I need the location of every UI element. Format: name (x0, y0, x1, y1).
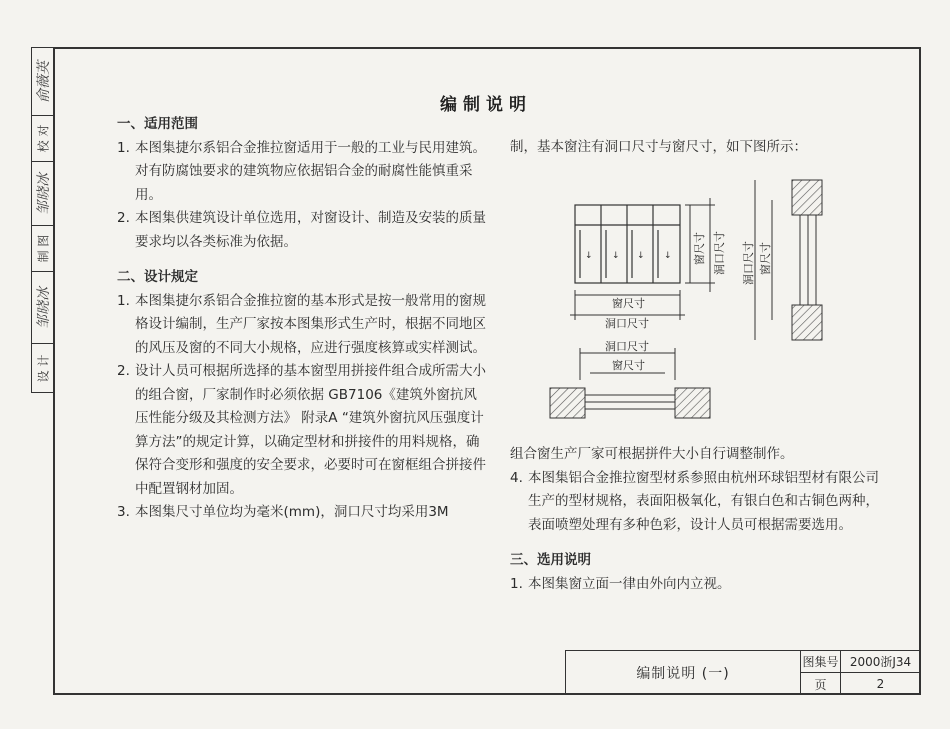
opening-size-label-v: 洞口尺寸 (713, 231, 726, 275)
role-cell (32, 226, 53, 272)
page-title: 编制说明 (440, 95, 532, 115)
opening-size-label-side: 洞口尺寸 (742, 241, 755, 285)
role-label: 设 计 (36, 354, 51, 382)
item-number: 2. (117, 210, 130, 226)
svg-text:↓: ↓ (585, 251, 593, 261)
role-label: 校 对 (36, 124, 51, 153)
role-cell (32, 116, 53, 162)
window-size-label-plan: 窗尺寸 (612, 359, 645, 372)
title-block-grid (801, 651, 920, 695)
section-heading: 二、设计规定 (117, 269, 198, 285)
page-label: 页 (801, 673, 841, 695)
section-heading: 三、选用说明 (510, 552, 591, 568)
title-block (565, 650, 920, 695)
opening-size-label-plan: 洞口尺寸 (605, 340, 649, 353)
atlas-label: 图集号 (801, 651, 841, 673)
list-item (117, 501, 487, 525)
list-item (117, 360, 487, 501)
signature-cell (32, 272, 53, 344)
right-column-top (510, 136, 890, 160)
list-item (117, 137, 487, 208)
window-size-label-side: 窗尺寸 (759, 242, 772, 275)
role-label: 制 图 (36, 234, 51, 263)
window-dimension-diagram (540, 170, 900, 435)
left-column (117, 113, 487, 525)
item-text: 本图集捷尔系铝合金推拉窗适用于一般的工业与民用建筑。对有防腐蚀要求的建筑物应依据铝合金的耐腐性能慎重采用。 (135, 139, 486, 203)
right-column-bottom (510, 443, 890, 596)
page-number: 2 (876, 677, 885, 691)
paragraph: 组合窗生产厂家可根据拼件大小自行调整制作。 (510, 446, 794, 462)
continuation-text: 制，基本窗注有洞口尺寸与窗尺寸，如下图所示： (510, 139, 807, 155)
list-item (117, 290, 487, 361)
item-number: 4. (510, 469, 523, 486)
signature-strip (31, 47, 53, 393)
signature-text: 邹晓冰 (35, 172, 52, 215)
signature-cell (32, 162, 53, 226)
section-heading: 一、适用范围 (117, 116, 198, 132)
list-item (117, 207, 487, 254)
item-text: 本图集窗立面一律由外向内立视。 (528, 575, 731, 592)
item-text: 设计人员可根据所选择的基本窗型用拼接件组合成所需大小的组合窗，厂家制作时必须依据 GB7106《建筑外窗抗风压性能分级及其检测方法》 附录A “建筑外窗抗风压强度计算方法”的规定计算，以确定型材和拼接件的用料规格，确保符合变形和强度的安全要求，必要时可在窗框组合拼接件中配置钢材加固。 (135, 363, 486, 497)
signature-text: 俞薇英 (35, 60, 52, 103)
window-elevation (575, 205, 680, 283)
opening-size-label-h: 洞口尺寸 (605, 317, 649, 330)
item-number: 1. (117, 139, 130, 156)
atlas-number: 2000浙J34 (841, 651, 920, 673)
item-number: 1. (510, 575, 523, 592)
sheet-name: 编制说明 (一) (566, 651, 801, 695)
svg-text:↓: ↓ (664, 251, 672, 261)
window-size-label-h: 窗尺寸 (612, 297, 645, 310)
item-text: 本图集供建筑设计单位选用，对窗设计、制造及安装的质量要求均以各类标准为依据。 (135, 210, 486, 250)
item-text: 本图集捷尔系铝合金推拉窗的基本形式是按一般常用的窗规格设计编制，生产厂家按本图集形式生产时，根据不同地区的风压及窗的不同大小规格，应进行强度核算或实样测试。 (135, 292, 486, 356)
plan-section (550, 388, 710, 418)
list-item (510, 573, 890, 597)
window-size-label-v: 窗尺寸 (693, 232, 706, 265)
item-number: 3. (117, 504, 130, 520)
signature-cell (32, 48, 53, 116)
item-number: 1. (117, 292, 130, 309)
item-number: 2. (117, 363, 130, 379)
role-cell (32, 344, 53, 392)
svg-text:↓: ↓ (612, 251, 620, 261)
item-text: 本图集铝合金推拉窗型材系参照由杭州环球铝型材有限公司生产的型材规格，表面阳极氧化，有银白色和古铜色两种，表面喷塑处理有多种色彩，设计人员可根据需要选用。 (528, 469, 879, 533)
list-item (510, 467, 890, 538)
signature-text: 邹晓冰 (35, 286, 52, 329)
item-text: 本图集尺寸单位均为毫米(mm)，洞口尺寸均采用3M (135, 504, 449, 520)
svg-text:↓: ↓ (637, 251, 645, 261)
